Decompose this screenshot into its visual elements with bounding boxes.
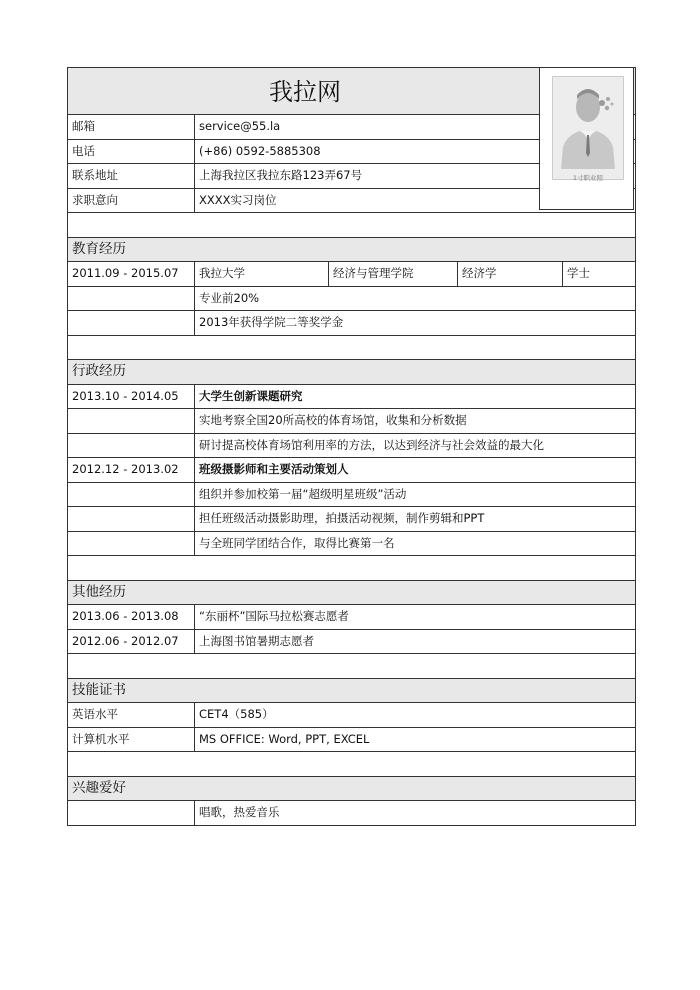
spacer-row <box>68 654 635 679</box>
photo-frame <box>539 67 634 210</box>
spacer-row <box>68 556 635 581</box>
skill-row <box>68 728 635 753</box>
admin-detail-row <box>68 507 635 532</box>
admin-heading-row <box>68 360 635 385</box>
hobby-value: 唱歌，热爱音乐 <box>194 801 635 825</box>
email-value: service@55.la <box>194 115 542 139</box>
other-period: 2012.06 - 2012.07 <box>72 633 179 648</box>
education-degree: 学士 <box>562 262 635 286</box>
skill-value: CET4（585） <box>194 703 635 727</box>
skill-label: 计算机水平 <box>72 731 130 746</box>
admin-title: 大学生创新课题研究 <box>194 385 635 409</box>
skill-value: MS OFFICE: Word, PPT, EXCEL <box>194 728 635 752</box>
education-main-row <box>68 262 635 287</box>
education-school: 我拉大学 <box>194 262 328 286</box>
admin-title: 班级摄影师和主要活动策划人 <box>194 458 635 482</box>
admin-detail: 研讨提高校体育场馆利用率的方法，以达到经济与社会效益的最大化 <box>194 434 635 458</box>
other-heading: 其他经历 <box>72 583 126 600</box>
address-label: 联系地址 <box>72 168 118 182</box>
objective-value: XXXX实习岗位 <box>194 189 542 213</box>
education-detail: 2013年获得学院二等奖学金 <box>194 311 635 335</box>
other-entry-row <box>68 630 635 655</box>
spacer-row <box>68 752 635 777</box>
hobby-row <box>68 801 635 826</box>
objective-label: 求职意向 <box>72 192 118 207</box>
education-detail: 专业前20% <box>194 287 635 311</box>
photo-caption: 1寸职业照 <box>572 174 604 182</box>
skills-heading-row <box>68 679 635 704</box>
admin-detail-row <box>68 532 635 557</box>
spacer-row <box>68 213 635 238</box>
admin-detail-row <box>68 434 635 459</box>
education-period: 2011.09 - 2015.07 <box>72 266 179 280</box>
admin-detail-row <box>68 483 635 508</box>
hobbies-heading: 兴趣爱好 <box>72 779 126 796</box>
education-heading-row <box>68 238 635 263</box>
other-heading-row <box>68 581 635 606</box>
email-label: 邮箱 <box>72 119 95 133</box>
other-entry-row <box>68 605 635 630</box>
admin-period: 2012.12 - 2013.02 <box>72 462 179 476</box>
resume-title-text: 我拉网 <box>269 78 341 106</box>
admin-period: 2013.10 - 2014.05 <box>72 388 179 403</box>
spacer-row <box>68 336 635 361</box>
admin-detail: 与全班同学团结合作，取得比赛第一名 <box>194 532 635 556</box>
hobbies-heading-row <box>68 777 635 802</box>
admin-detail: 担任班级活动摄影助理，拍摄活动视频，制作剪辑和PPT <box>194 507 635 531</box>
phone-label: 电话 <box>72 143 95 158</box>
admin-heading: 行政经历 <box>72 363 126 379</box>
education-detail-row <box>68 311 635 336</box>
admin-detail: 组织并参加校第一届“超级明星班级”活动 <box>194 483 635 507</box>
admin-entry-row <box>68 385 635 410</box>
other-period: 2013.06 - 2013.08 <box>72 609 179 623</box>
admin-entry-row <box>68 458 635 483</box>
other-text: “东丽杯”国际马拉松赛志愿者 <box>194 605 635 629</box>
admin-detail-row <box>68 409 635 434</box>
photo-placeholder <box>552 76 624 180</box>
education-heading: 教育经历 <box>72 240 126 257</box>
other-text: 上海图书馆暑期志愿者 <box>194 630 635 654</box>
phone-value: (+86) 0592-5885308 <box>194 140 542 164</box>
skill-label: 英语水平 <box>72 707 118 721</box>
skills-heading: 技能证书 <box>72 681 126 698</box>
education-college: 经济与管理学院 <box>328 262 457 286</box>
hobby-label-empty <box>68 801 194 825</box>
education-detail-row <box>68 287 635 312</box>
admin-detail: 实地考察全国20所高校的体育场馆，收集和分析数据 <box>194 409 635 433</box>
person-silhouette-icon <box>553 77 623 169</box>
skill-row <box>68 703 635 728</box>
education-major: 经济学 <box>457 262 562 286</box>
address-value: 上海我拉区我拉东路123弄67号 <box>194 164 542 188</box>
